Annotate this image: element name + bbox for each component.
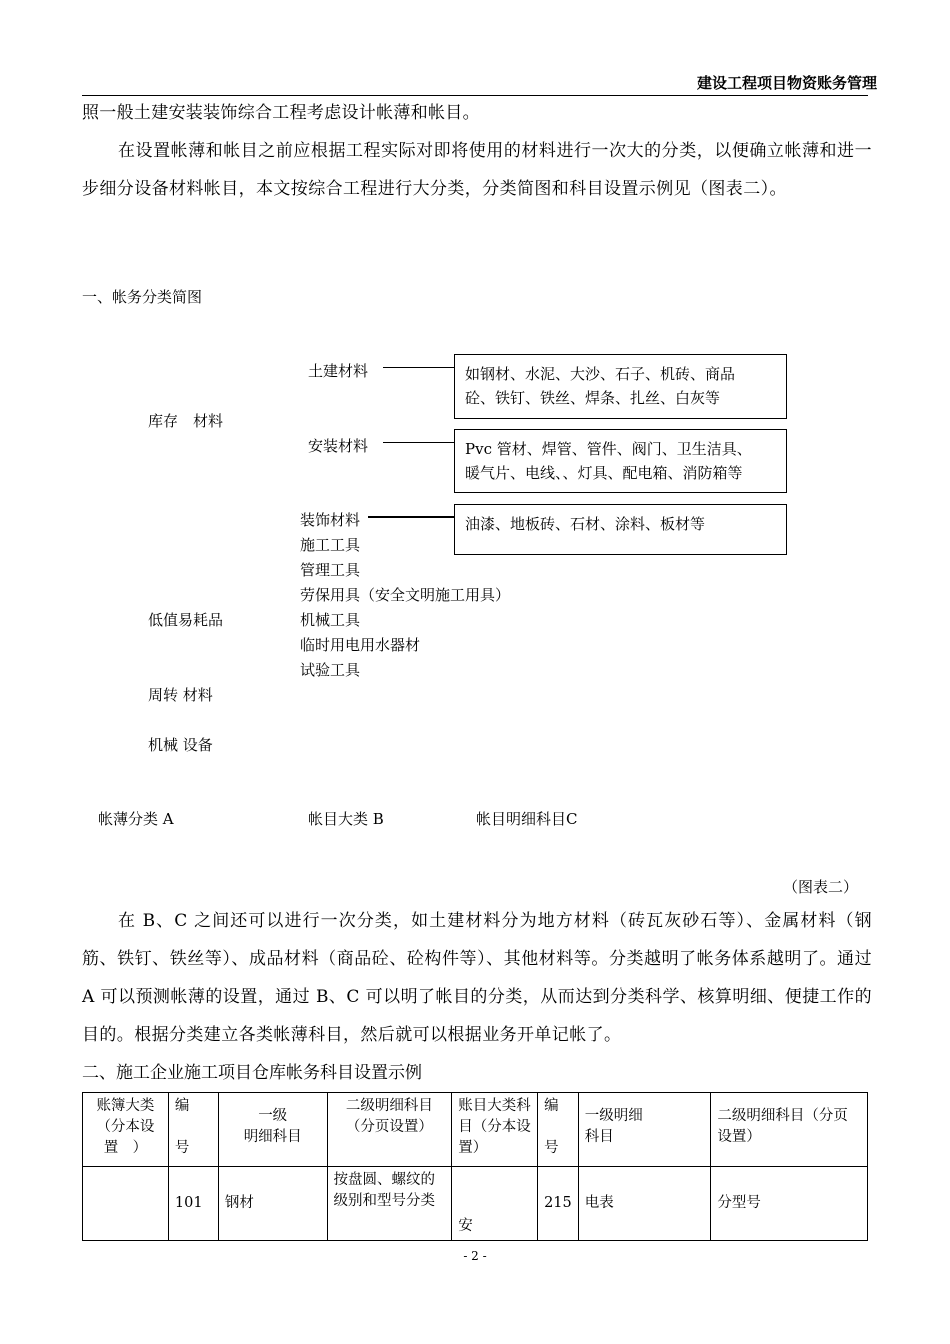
header-cell: 一级明细 科目 xyxy=(578,1093,711,1167)
detail-civil-line1: 如钢材、水泥、大沙、石子、机砖、商品 xyxy=(465,365,736,383)
table-row xyxy=(83,1167,868,1241)
subcategory-install: 安装材料 xyxy=(308,437,369,455)
legend-c: 帐目明细科目C xyxy=(476,810,578,828)
header-cell: 编 号 xyxy=(538,1093,579,1167)
table-cell: 分型号 xyxy=(711,1167,868,1241)
detail-box-decor xyxy=(454,504,787,555)
header-title: 建设工程项目物资账务管理 xyxy=(696,74,877,92)
table-header-row xyxy=(83,1093,868,1167)
legend-b: 帐目大类 B xyxy=(308,810,384,828)
category-machinery: 机械 设备 xyxy=(148,736,213,754)
category-turnover: 周转 材料 xyxy=(148,686,213,704)
explanation-paragraph-text: 在 B、C 之间还可以进行一次分类，如土建材料分为地方材料（砖瓦灰砂石等）、金属材料（钢筋、铁钉、铁丝等）、成品材料（商品砼、砼构件等）、其他材料等。分类越明了帐务体系越明了。通过 A 可以预测帐薄的设置，通过 B、C 可以明了帐目的分类，从而达到分类科学、核算明细、便捷工作的目的。根据分类建立各类帐薄科目，然后就可以根据业务开单记帐了。 xyxy=(82,911,872,1045)
page-number: - 2 - xyxy=(463,1249,487,1263)
subcategory-construction-tools: 施工工具 xyxy=(300,536,361,554)
table-cell: 按盘圆、螺纹的级别和型号分类 xyxy=(327,1167,452,1241)
header-cell: 账簿大类（分本设置 ） xyxy=(83,1093,169,1167)
header-cell: 账目大类科目（分本设置） xyxy=(452,1093,538,1167)
section2-title: 二、施工企业施工项目仓库帐务科目设置示例 xyxy=(82,1063,422,1083)
connector-line-install xyxy=(383,442,454,443)
detail-decor-line1: 油漆、地板砖、石材、涂料、板材等 xyxy=(465,515,706,533)
detail-box-civil xyxy=(454,354,787,419)
section1-title: 一、帐务分类简图 xyxy=(82,288,203,306)
subcategory-mechanical-tools: 机械工具 xyxy=(300,611,361,629)
header-cell: 编 号 xyxy=(168,1093,218,1167)
subcategory-decor: 装饰材料 xyxy=(300,511,361,529)
category-inventory: 库存 材料 xyxy=(148,412,224,430)
subcategory-test-tools: 试验工具 xyxy=(300,661,361,679)
figure-caption: （图表二） xyxy=(782,878,858,896)
legend-a: 帐薄分类 A xyxy=(98,810,174,828)
header-cell: 二级明细科目（分页设置） xyxy=(327,1093,452,1167)
explanation-paragraph xyxy=(82,902,872,1054)
subcategory-management-tools: 管理工具 xyxy=(300,561,361,579)
connector-line-civil xyxy=(383,367,454,368)
detail-install-line1: Pvc 管材、焊管、管件、阀门、卫生洁具、 xyxy=(465,440,752,458)
detail-box-install xyxy=(454,429,787,493)
table-cell: 215 xyxy=(538,1167,579,1241)
category-low-value: 低值易耗品 xyxy=(148,611,224,629)
subcategory-labor-protection: 劳保用具（安全文明施工用具） xyxy=(300,586,511,604)
header-cell: 二级明细科目（分页设置） xyxy=(711,1093,868,1167)
table-cell: 钢材 xyxy=(218,1167,327,1241)
table-cell: 101 xyxy=(168,1167,218,1241)
subcategory-civil: 土建材料 xyxy=(308,362,369,380)
table-cell: 安 xyxy=(452,1167,538,1241)
connector-line-decor xyxy=(368,516,454,518)
intro-paragraph-text: 在设置帐薄和帐目之前应根据工程实际对即将使用的材料进行一次大的分类，以便确立帐薄和进一步细分设备材料帐目，本文按综合工程进行大分类，分类简图和科目设置示例见（图表二）。 xyxy=(82,141,872,199)
table-cell: 电表 xyxy=(578,1167,711,1241)
header-cell: 一级 明细科目 xyxy=(218,1093,327,1167)
intro-line: 照一般土建安装装饰综合工程考虑设计帐薄和帐目。 xyxy=(82,103,480,123)
subcategory-temp-utility: 临时用电用水器材 xyxy=(300,636,421,654)
detail-civil-line2: 砼、铁钉、铁丝、焊条、扎丝、白灰等 xyxy=(465,389,721,407)
table-cell xyxy=(83,1167,169,1241)
ledger-table xyxy=(82,1092,868,1241)
intro-paragraph xyxy=(82,132,872,208)
detail-install-line2: 暖气片、电线、、灯具、配电箱、消防箱等 xyxy=(465,464,743,482)
